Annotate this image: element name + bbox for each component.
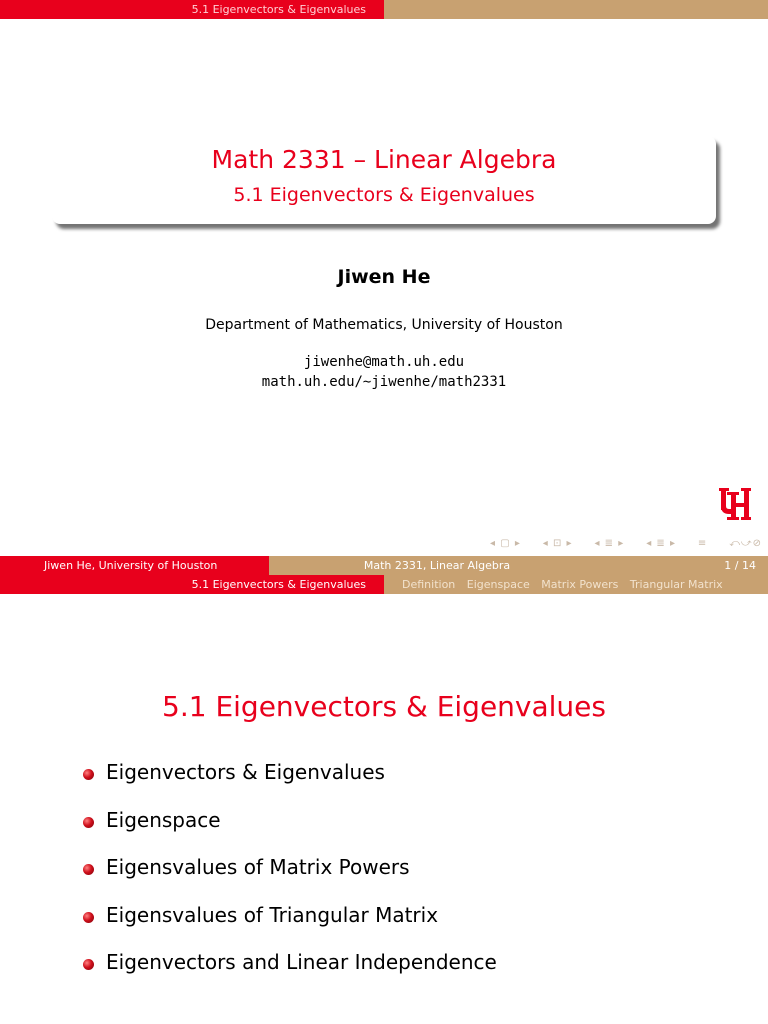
slide1-header-section[interactable]: 5.1 Eigenvectors & Eigenvalues <box>0 0 384 19</box>
uh-logo-icon <box>718 486 752 522</box>
footer-course: Math 2331, Linear Algebra <box>363 559 511 572</box>
footer-author: Jiwen He, University of Houston <box>0 556 269 575</box>
footer-page-number: 1 / 14 <box>724 559 756 572</box>
nav-section-icon[interactable]: ◂ ≣ ▸ <box>594 538 625 549</box>
list-item <box>82 903 497 951</box>
nav-search-icon[interactable]: ⤺⤻⊘ <box>729 538 762 549</box>
footer-right <box>269 556 768 575</box>
list-item-label: Eigenspace <box>106 807 221 832</box>
slide1-footer-bar <box>0 556 768 575</box>
header-link-definition[interactable]: Definition <box>402 578 456 591</box>
list-item <box>82 808 497 856</box>
list-item <box>82 760 497 808</box>
bullet-ball-icon <box>83 959 94 970</box>
section-title: 5.1 Eigenvectors & Eigenvalues <box>162 690 606 723</box>
slide1-header-bar <box>0 0 768 19</box>
bullet-ball-icon <box>83 912 94 923</box>
presentation-subtitle: 5.1 Eigenvectors & Eigenvalues <box>233 184 535 206</box>
beamer-navigation <box>490 538 762 549</box>
slide2-header-bar <box>0 575 768 594</box>
list-item <box>82 855 497 903</box>
list-item-label: Eigenvectors & Eigenvalues <box>106 760 385 784</box>
nav-toc-icon[interactable]: ≡ <box>697 538 708 549</box>
author-email[interactable]: jiwenhe@math.uh.edu <box>303 354 465 370</box>
nav-frame-icon[interactable]: ◂ ▢ ▸ <box>490 538 521 549</box>
header-link-eigenspace[interactable]: Eigenspace <box>466 578 530 591</box>
list-item <box>82 950 497 998</box>
slide2-header-links <box>384 575 768 594</box>
author-name: Jiwen He <box>337 266 431 288</box>
list-item-label: Eigensvalues of Matrix Powers <box>106 855 410 879</box>
outline-list <box>82 760 497 998</box>
bullet-ball-icon <box>83 817 94 828</box>
list-item-label: Eigensvalues of Triangular Matrix <box>106 902 439 927</box>
header-link-triangular-matrix[interactable]: Triangular Matrix <box>629 578 723 591</box>
nav-subsection-icon[interactable]: ◂ ⊡ ▸ <box>542 538 573 549</box>
course-url[interactable]: math.uh.edu/∼jiwenhe/math2331 <box>261 374 507 390</box>
slide2-header-section[interactable]: 5.1 Eigenvectors & Eigenvalues <box>0 575 384 594</box>
title-block <box>52 136 716 224</box>
bullet-ball-icon <box>83 864 94 875</box>
list-item-label: Eigenvectors and Linear Independence <box>106 950 497 974</box>
presentation-title: Math 2331 – Linear Algebra <box>211 145 557 174</box>
slide1-header-right <box>384 0 768 19</box>
bullet-ball-icon <box>83 769 94 780</box>
department: Department of Mathematics, University of Houston <box>205 317 563 333</box>
nav-doc-icon[interactable]: ◂ ≣ ▸ <box>646 538 676 549</box>
header-link-matrix-powers[interactable]: Matrix Powers <box>541 578 619 591</box>
